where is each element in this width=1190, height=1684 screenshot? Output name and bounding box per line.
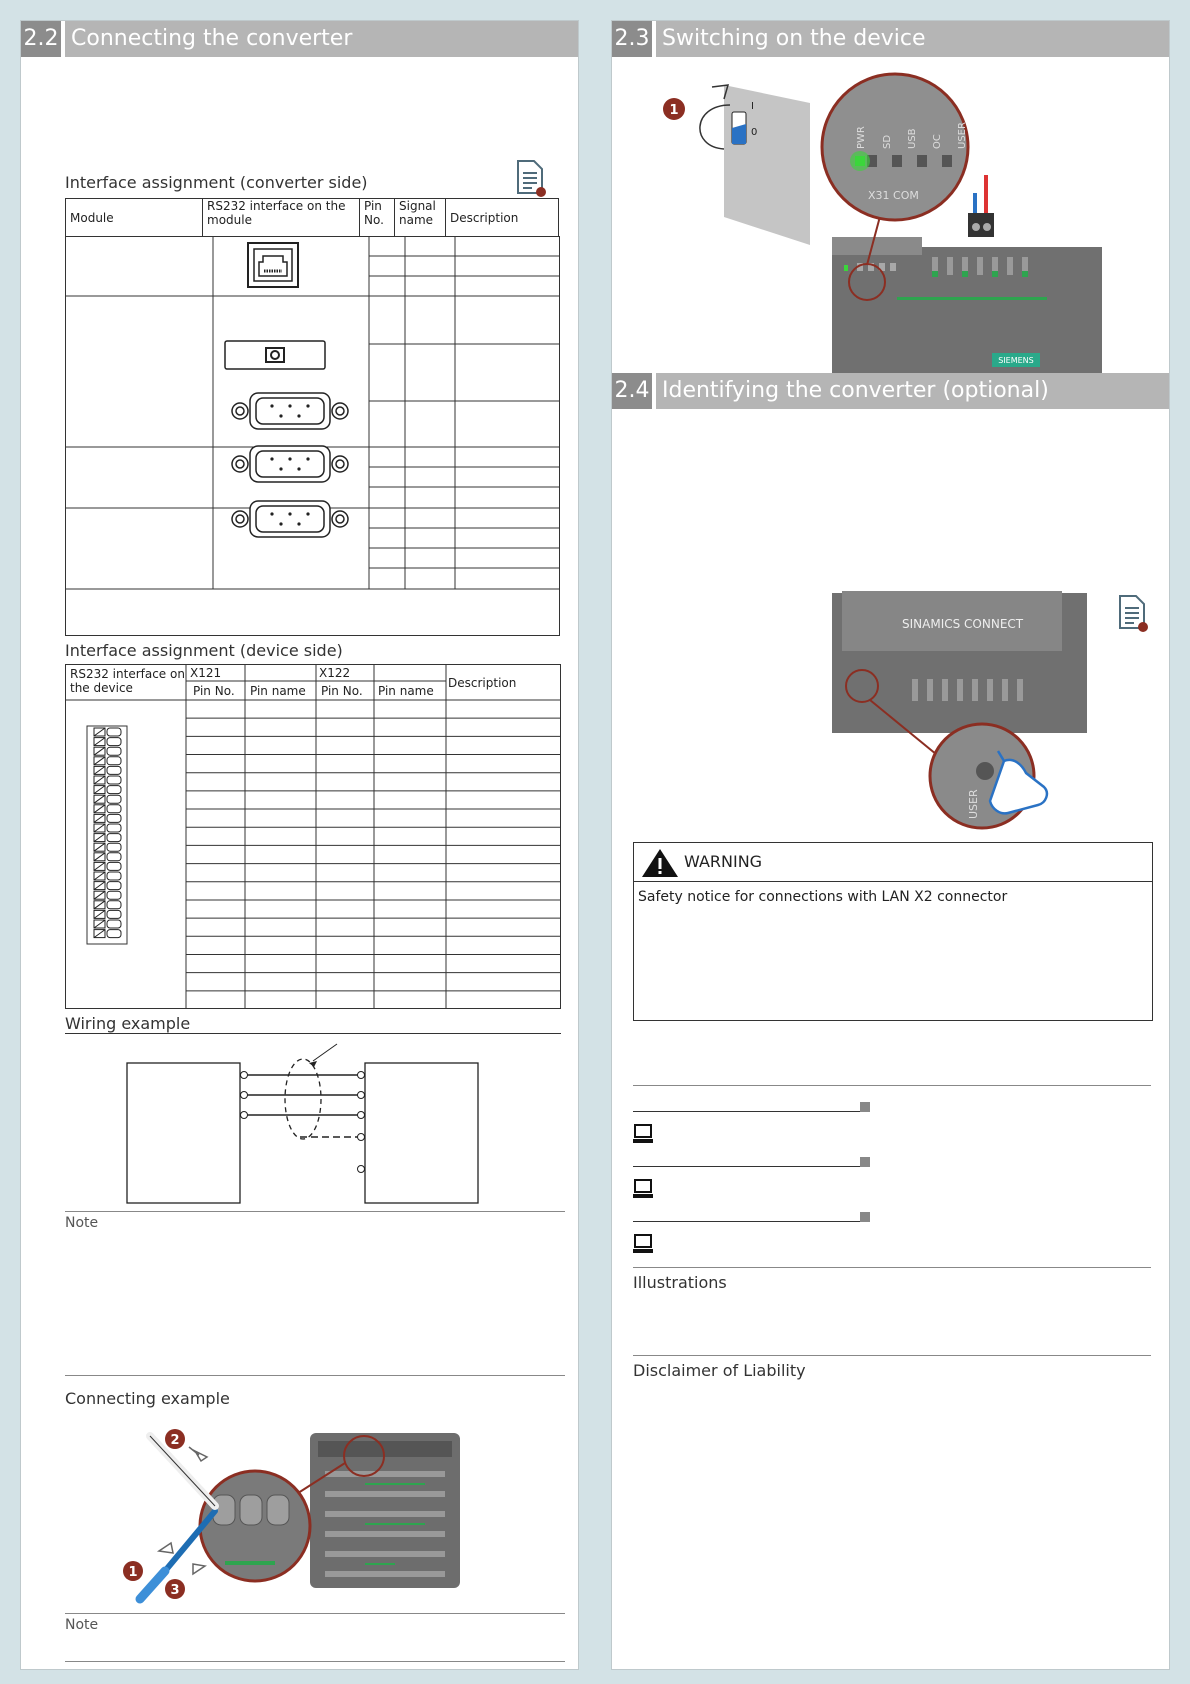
col-rs232: RS232 interface on the module	[203, 199, 360, 237]
section-header-2-4	[612, 373, 1169, 409]
db9-connector-icon	[232, 501, 348, 537]
user-button-label: USER	[967, 789, 980, 819]
callout-1	[123, 1561, 143, 1581]
device-name-label: SINAMICS CONNECT	[902, 617, 1024, 631]
illustrations-title: Illustrations	[633, 1273, 727, 1292]
computer-icon	[633, 1178, 655, 1200]
section-title-2-4: Identifying the converter (optional)	[656, 373, 1169, 409]
document-alert-icon	[514, 159, 548, 199]
document-alert-icon	[1116, 594, 1150, 634]
led-label-sd: SD	[882, 134, 893, 149]
section-header-2-3	[612, 21, 1169, 57]
callout-3	[165, 1579, 185, 1599]
col-signal: Signal name	[395, 199, 446, 237]
db9-connector-icon	[232, 393, 348, 429]
x121-pin-name: Pin name	[250, 684, 306, 698]
led-label-user: USER	[957, 122, 968, 149]
section-number-2-3: 2.3	[612, 21, 652, 57]
right-page	[611, 20, 1170, 1670]
device-col-x122: X122	[319, 666, 351, 680]
converter-side-title: Interface assignment (converter side)	[65, 173, 368, 192]
callout-1-label: 1	[669, 103, 679, 118]
warning-text: Safety notice for connections with LAN X2 connector	[638, 889, 1008, 905]
col-pin: Pin No.	[360, 199, 395, 237]
switch-on-label: I	[751, 101, 754, 112]
left-page	[20, 20, 579, 1670]
converter-table	[65, 198, 559, 237]
led-label-oc: OC	[932, 134, 943, 149]
section-title-2-3: Switching on the device	[656, 21, 1169, 57]
section-header-2-2	[21, 21, 578, 57]
col-description: Description	[446, 199, 559, 237]
disclaimer-title: Disclaimer of Liability	[633, 1361, 806, 1380]
callout-3-label: 3	[170, 1583, 180, 1598]
connecting-title: Connecting example	[65, 1389, 230, 1408]
warning-box	[633, 842, 1153, 1021]
section-number: 2.2	[21, 21, 61, 57]
device-col-x121: X121	[190, 666, 222, 680]
device-side-title: Interface assignment (device side)	[65, 641, 343, 660]
terminal-block-icon	[87, 726, 127, 944]
computer-icon	[633, 1123, 655, 1145]
wiring-diagram	[65, 1041, 561, 1211]
section-number-2-4: 2.4	[612, 373, 652, 409]
x121-pin-no: Pin No.	[193, 684, 235, 698]
port-label: X31 COM	[868, 189, 919, 202]
col-module: Module	[66, 199, 203, 237]
warning-triangle-icon	[640, 847, 680, 879]
led-label-pwr: PWR	[856, 126, 867, 149]
computer-icon	[633, 1233, 655, 1255]
switch-off-label: 0	[751, 127, 758, 138]
identify-illustration	[612, 581, 1169, 831]
device-col-description: Description	[448, 676, 517, 690]
switch-on-illustration	[612, 57, 1169, 373]
x122-pin-name: Pin name	[378, 684, 434, 698]
callout-2	[165, 1429, 185, 1449]
db9-connectors	[65, 236, 560, 596]
note-label-2: Note	[65, 1617, 99, 1633]
connecting-illustration	[65, 1411, 565, 1611]
warning-title: WARNING	[684, 852, 763, 871]
device-table	[65, 664, 562, 1010]
section-title: Connecting the converter	[65, 21, 578, 57]
brand-label: SIEMENS	[998, 356, 1034, 365]
led-label-usb: USB	[907, 128, 918, 149]
callout-1-label: 1	[128, 1565, 138, 1580]
warning-header	[634, 843, 1152, 882]
x122-pin-no: Pin No.	[321, 684, 363, 698]
callout-2-label: 2	[170, 1433, 180, 1448]
db9-connector-icon	[232, 446, 348, 482]
wiring-title: Wiring example	[65, 1014, 191, 1033]
callout-1	[663, 98, 685, 120]
note-label-1: Note	[65, 1215, 99, 1231]
device-col-rs232: RS232 interface on the device	[70, 667, 185, 695]
